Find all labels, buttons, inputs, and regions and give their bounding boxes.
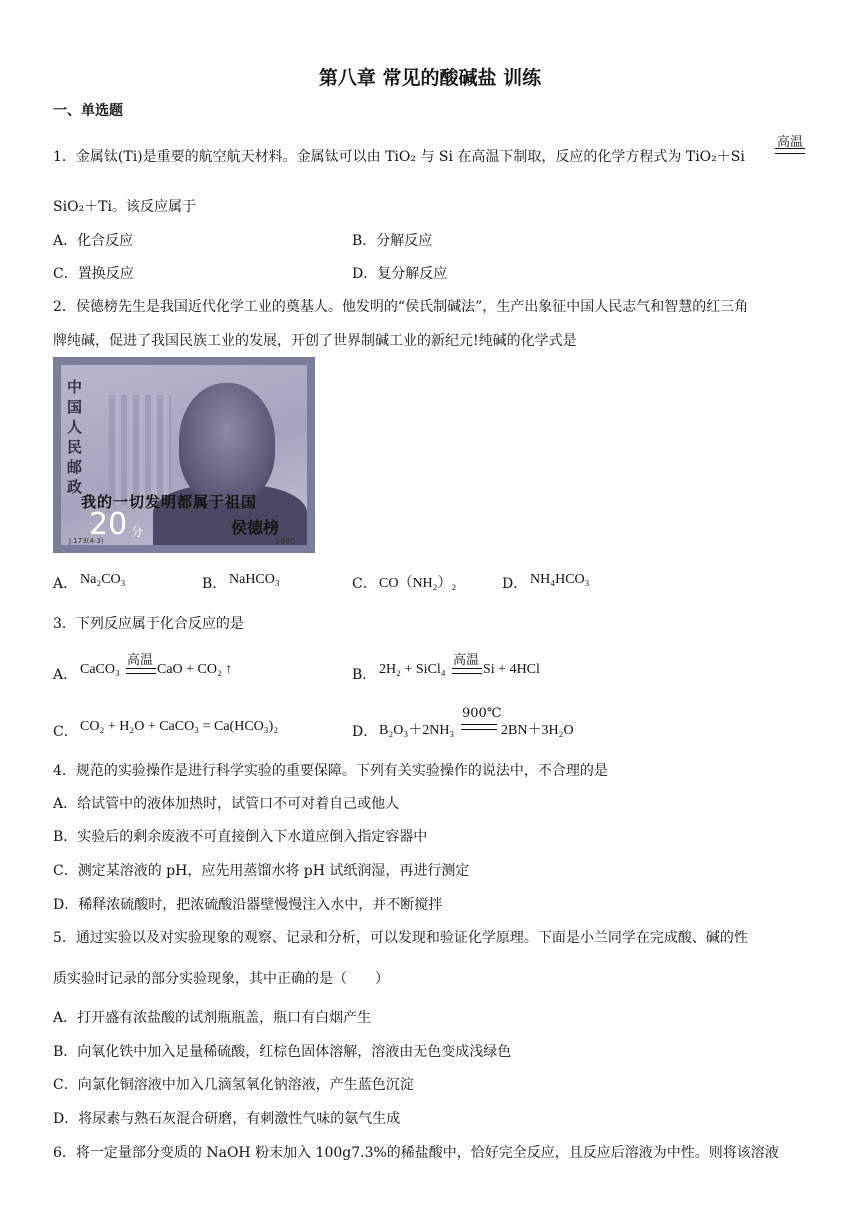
q3-option-b-equal bbox=[452, 668, 482, 674]
q2-stem-line1: 2．侯德榜先生是我国近代化学工业的奠基人。他发明的“侯氏制碱法”，生产出象征中国人民志气和智慧的红三角 bbox=[53, 299, 749, 315]
q5-option-a: A．打开盛有浓盐酸的试剂瓶瓶盖，瓶口有白烟产生 bbox=[53, 1010, 372, 1026]
q3-option-b-label: B． bbox=[352, 667, 377, 683]
q4-option-d: D．稀释浓硫酸时，把浓硫酸沿器壁慢慢注入水中，并不断搅拌 bbox=[53, 897, 443, 913]
q2-option-c-label: C． bbox=[352, 576, 377, 592]
q3-option-d-right: 2BN＋3H₂O bbox=[501, 723, 574, 738]
q3-option-c: CO₂ + H₂O + CaCO₃ = Ca(HCO₃)₂ bbox=[80, 719, 279, 734]
stamp-value: 20 bbox=[89, 507, 128, 542]
q2-stem-line2: 牌纯碱，促进了我国民族工业的发展，开创了世界制碱工业的新纪元!纯碱的化学式是 bbox=[53, 333, 577, 349]
stamp-artwork bbox=[61, 365, 307, 545]
q5-option-b: B．向氧化铁中加入足量稀硫酸，红棕色固体溶解，溶液由无色变成浅绿色 bbox=[53, 1044, 512, 1060]
q3-option-d-label: D． bbox=[352, 724, 378, 740]
q5-option-c: C．向氯化铜溶液中加入几滴氢氧化钠溶液，产生蓝色沉淀 bbox=[53, 1077, 414, 1093]
q1-condition: 高温 bbox=[777, 135, 804, 150]
chemical-plant-illustration bbox=[109, 395, 171, 505]
stamp-unit: 分 bbox=[131, 525, 144, 539]
q3-option-d-left: B₂O₃＋2NH₃ bbox=[379, 723, 455, 738]
stamp-year: 1990 bbox=[275, 537, 296, 545]
q4-option-a: A．给试管中的液体加热时，试管口不可对着自己或他人 bbox=[53, 796, 400, 812]
q1-option-a: A．化合反应 bbox=[53, 233, 134, 249]
q4-option-b: B．实验后的剩余废液不可直接倒入下水道应倒入指定容器中 bbox=[53, 829, 428, 845]
q4-option-c: C．测定某溶液的 pH，应先用蒸馏水将 pH 试纸润湿，再进行测定 bbox=[53, 863, 470, 879]
stamp-motto: 我的一切发明都属于祖国 bbox=[81, 493, 258, 511]
q3-option-a-condition: 高温 bbox=[127, 653, 154, 668]
q1-option-b: B．分解反应 bbox=[352, 233, 433, 249]
q3-option-d-equal bbox=[461, 724, 497, 730]
q4-stem: 4．规范的实验操作是进行科学实验的重要保障。下列有关实验操作的说法中，不合理的是 bbox=[53, 763, 608, 779]
q2-option-b-label: B． bbox=[202, 576, 227, 592]
q3-option-a-right: CaO + CO₂ ↑ bbox=[157, 662, 233, 677]
q1-stem-line2: SiO₂＋Ti。该反应属于 bbox=[53, 199, 196, 215]
stamp-country-text: 中国人民邮政 bbox=[67, 378, 83, 496]
q2-option-d: NH₄HCO₃ bbox=[530, 572, 590, 587]
q3-option-d-condition: 900℃ bbox=[462, 706, 502, 721]
q3-option-a-left: CaCO₃ bbox=[80, 662, 120, 677]
q6-stem-line1: 6．将一定量部分变质的 NaOH 粉末加入 100g7.3%的稀盐酸中，恰好完全反应，且反应后溶液为中性。则将该溶液 bbox=[53, 1145, 779, 1161]
q5-option-d: D．将尿素与熟石灰混合研磨，有刺激性气味的氨气生成 bbox=[53, 1111, 401, 1127]
portrait-face bbox=[179, 383, 275, 503]
q2-option-a-label: A． bbox=[53, 576, 78, 592]
q2-option-c: CO（NH₂）₂ bbox=[379, 576, 457, 591]
q3-option-b-right: Si + 4HCl bbox=[483, 662, 540, 677]
q1-option-c: C．置换反应 bbox=[53, 266, 134, 282]
q3-option-a-label: A． bbox=[53, 667, 78, 683]
q1-equal-sign bbox=[775, 148, 805, 154]
stamp-image bbox=[53, 357, 315, 553]
q5-stem-line2: 质实验时记录的部分实验现象，其中正确的是（ ） bbox=[53, 971, 389, 987]
q1-option-d: D．复分解反应 bbox=[352, 266, 448, 282]
q2-option-a: Na₂CO₃ bbox=[80, 572, 126, 587]
q3-stem: 3．下列反应属于化合反应的是 bbox=[53, 616, 244, 632]
q2-option-d-label: D． bbox=[502, 576, 528, 592]
stamp-code: J.173(4-3) bbox=[69, 537, 104, 545]
page-title: 第八章 常见的酸碱盐 训练 bbox=[318, 67, 542, 89]
q1-stem-line1: 1．金属钛(Ti)是重要的航空航天材料。金属钛可以由 TiO₂ 与 Si 在高温下制取，反应的化学方程式为 TiO₂＋Si bbox=[53, 149, 745, 165]
q2-option-b: NaHCO₃ bbox=[229, 572, 280, 587]
q3-option-b-condition: 高温 bbox=[453, 653, 480, 668]
q3-option-b-left: 2H₂ + SiCl₄ bbox=[379, 662, 446, 677]
q5-stem-line1: 5．通过实验以及对实验现象的观察、记录和分析，可以发现和验证化学原理。下面是小兰同学在完成酸、碱的性 bbox=[53, 930, 748, 946]
q3-option-c-label: C． bbox=[53, 724, 78, 740]
stamp-signature: 侯德榜 bbox=[231, 518, 280, 537]
q3-option-a-equal bbox=[126, 668, 156, 674]
section-heading: 一、单选题 bbox=[53, 103, 123, 119]
